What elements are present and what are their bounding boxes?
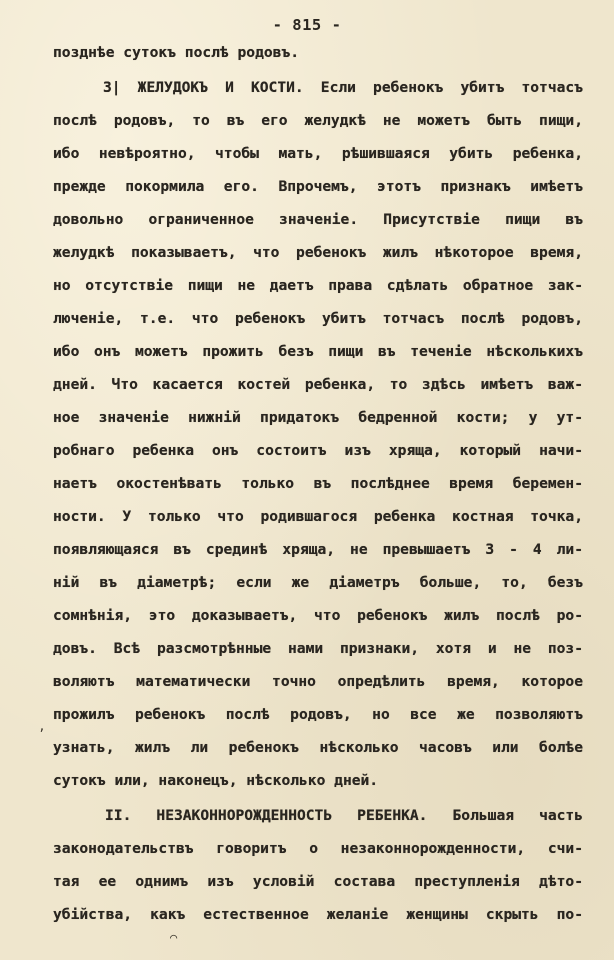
- margin-mark: ʼ: [38, 727, 46, 741]
- text-line: дней. Что касается костей ребенка, то здѣсь имѣетъ важ-: [53, 376, 583, 393]
- text-line: ное значенiе нижнiй придатокъ бедренной кости; у ут-: [53, 409, 583, 426]
- text-line: воляютъ математически точно опредѣлить время, которое: [53, 673, 583, 690]
- text-line: робнаго ребенка онъ состоитъ изъ хряща, который начи-: [53, 442, 583, 459]
- text-line: ности. У только что родившагося ребенка костная точка,: [53, 508, 583, 525]
- margin-mark: ⌒: [170, 930, 178, 944]
- text-line: довольно ограниченное значенiе. Присутствiе пищи въ: [53, 211, 583, 228]
- text-line: люченiе, т.е. что ребенокъ убитъ тотчасъ послѣ родовъ,: [53, 310, 583, 327]
- text-line: прожилъ ребенокъ послѣ родовъ, но все же позволяютъ: [53, 706, 583, 723]
- text-line: появляющаяся въ срединѣ хряща, не превышаетъ 3 - 4 ли-: [53, 541, 583, 558]
- text-line: но отсутствiе пищи не даетъ права сдѣлать обратное зак-: [53, 277, 583, 294]
- text-line: тая ее однимъ изъ условiй состава преступленiя дѣто-: [53, 873, 583, 890]
- text-line: нiй въ дiаметрѣ; если же дiаметръ больше, то, безъ: [53, 574, 583, 591]
- text-line: ибо онъ можетъ прожить безъ пищи въ теченiе нѣсколькихъ: [53, 343, 583, 360]
- text-line: узнать, жилъ ли ребенокъ нѣсколько часовъ или болѣе: [53, 739, 583, 756]
- text-line: наетъ окостенѣвать только въ послѣднее время беремен-: [53, 475, 583, 492]
- section-heading-line: II. НЕЗАКОННОРОЖДЕННОСТЬ РЕБЕНКА. Большая часть: [105, 807, 583, 824]
- section-heading-line: 3| ЖЕЛУДОКЪ И КОСТИ. Если ребенокъ убитъ тотчасъ: [103, 79, 583, 96]
- page-number: - 815 -: [272, 16, 342, 34]
- text-line: сомнѣнiя, это доказываетъ, что ребенокъ жилъ послѣ ро-: [53, 607, 583, 624]
- text-line: законодательствъ говоритъ о незаконнорожденности, счи-: [53, 840, 583, 857]
- text-line: убiйства, какъ естественное желанiе женщины скрыть по-: [53, 906, 583, 923]
- text-line: довъ. Всѣ разсмотрѣнные нами признаки, хотя и не поз-: [53, 640, 583, 657]
- text-line: сутокъ или, наконецъ, нѣсколько дней.: [53, 772, 379, 789]
- text-line: послѣ родовъ, то въ его желудкѣ не можетъ быть пищи,: [53, 112, 583, 129]
- text-line: желудкѣ показываетъ, что ребенокъ жилъ нѣкоторое время,: [53, 244, 583, 261]
- text-line: позднѣе сутокъ послѣ родовъ.: [53, 44, 300, 61]
- text-line: ибо невѣроятно, чтобы мать, рѣшившаяся убить ребенка,: [53, 145, 583, 162]
- text-line: прежде покормила его. Впрочемъ, этотъ признакъ имѣетъ: [53, 178, 583, 195]
